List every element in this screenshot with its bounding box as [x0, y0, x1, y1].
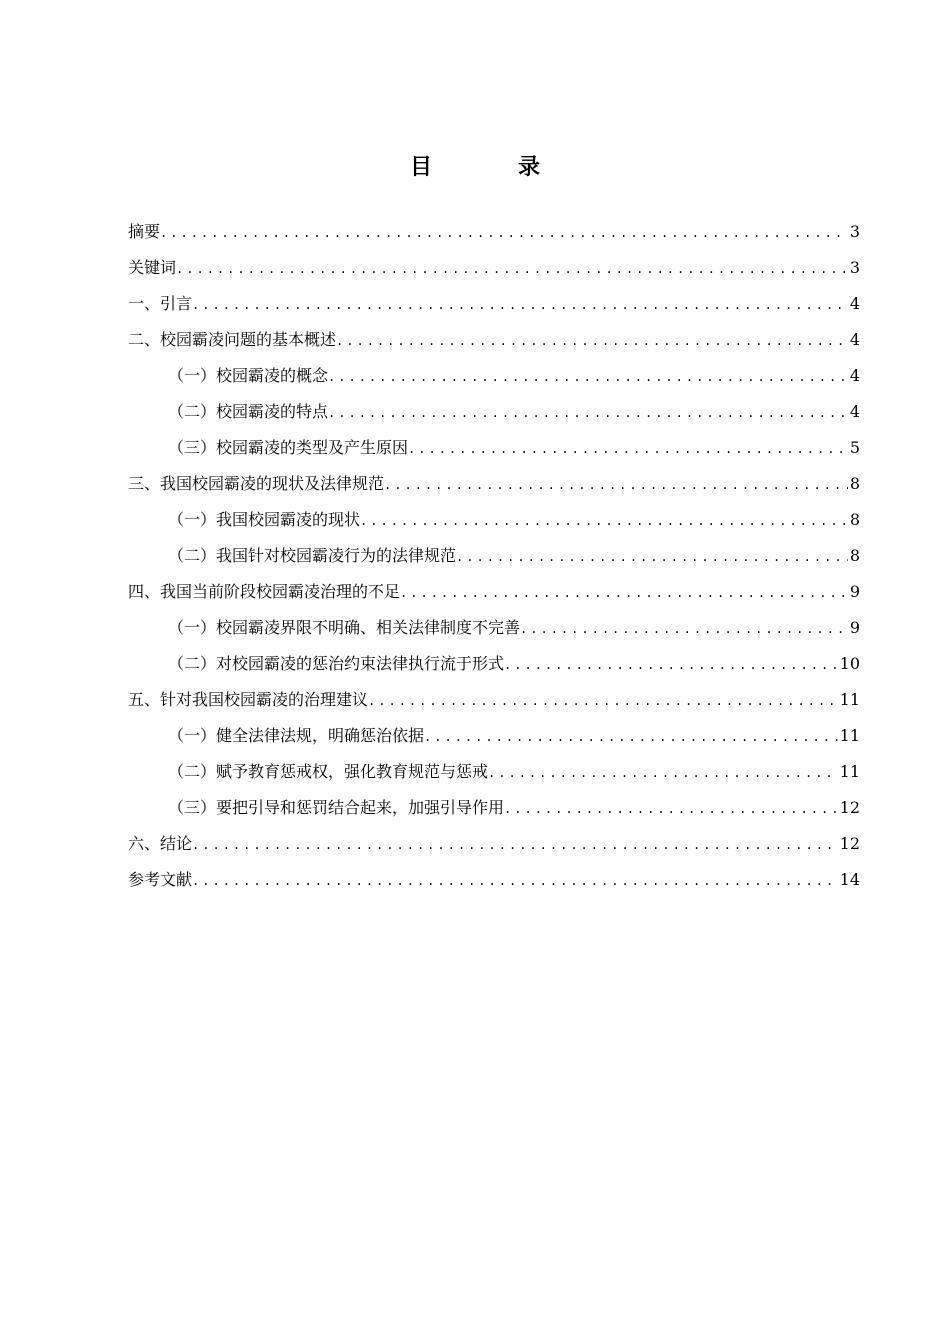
toc-entry-page-number: 11	[839, 690, 860, 709]
toc-entry-page-number: 14	[839, 870, 860, 889]
toc-entry-label: （三）要把引导和惩罚结合起来，加强引导作用	[168, 798, 505, 817]
toc-entry-label: 四、我国当前阶段校园霸凌治理的不足	[128, 582, 401, 601]
toc-dot-leader	[400, 581, 848, 605]
toc-entry[interactable]	[128, 544, 860, 580]
toc-entry-page-number: 4	[849, 366, 860, 385]
toc-dot-leader	[384, 473, 848, 497]
toc-entry-page-number: 3	[849, 258, 860, 277]
toc-entry[interactable]	[128, 472, 860, 508]
toc-entry-label: （一）我国校园霸凌的现状	[168, 510, 361, 529]
toc-entry[interactable]	[128, 652, 860, 688]
toc-entry-page-number: 3	[849, 222, 860, 241]
toc-entry-page-number: 4	[849, 330, 860, 349]
toc-entry-page-number: 4	[849, 294, 860, 313]
toc-entry-page-number: 8	[849, 510, 860, 529]
toc-dot-leader	[456, 545, 848, 569]
toc-entry[interactable]	[128, 400, 860, 436]
toc-dot-leader	[192, 293, 848, 317]
toc-entry-label: （二）对校园霸凌的惩治约束法律执行流于形式	[168, 654, 505, 673]
toc-dot-leader	[360, 509, 848, 533]
toc-entry-label: （三）校园霸凌的类型及产生原因	[168, 438, 409, 457]
toc-entry-label: 六、结论	[128, 834, 193, 853]
toc-dot-leader	[328, 401, 848, 425]
toc-list	[128, 220, 860, 904]
toc-dot-leader	[424, 725, 838, 749]
toc-entry[interactable]	[128, 508, 860, 544]
toc-entry-label: （一）校园霸凌的概念	[168, 366, 329, 385]
toc-entry[interactable]	[128, 436, 860, 472]
toc-entry-label: （一）校园霸凌界限不明确、相关法律制度不完善	[168, 618, 521, 637]
toc-entry[interactable]	[128, 868, 860, 904]
toc-entry[interactable]	[128, 328, 860, 364]
toc-title: 目 录	[409, 154, 572, 180]
toc-entry-page-number: 9	[849, 582, 860, 601]
toc-dot-leader	[504, 797, 838, 821]
toc-entry-label: 二、校园霸凌问题的基本概述	[128, 330, 337, 349]
toc-entry[interactable]	[128, 364, 860, 400]
toc-dot-leader	[192, 833, 838, 857]
toc-entry[interactable]	[128, 796, 860, 832]
toc-dot-leader	[336, 329, 848, 353]
toc-entry-label: 三、我国校园霸凌的现状及法律规范	[128, 474, 385, 493]
toc-entry[interactable]	[128, 256, 860, 292]
toc-entry-label: （二）校园霸凌的特点	[168, 402, 329, 421]
toc-entry-page-number: 8	[849, 474, 860, 493]
toc-entry-page-number: 11	[839, 726, 860, 745]
toc-entry-page-number: 9	[849, 618, 860, 637]
toc-entry-label: 参考文献	[128, 870, 193, 889]
toc-entry[interactable]	[128, 724, 860, 760]
toc-entry-page-number: 10	[839, 654, 860, 673]
toc-entry-label: （二）赋予教育惩戒权，强化教育规范与惩戒	[168, 762, 489, 781]
toc-entry-page-number: 4	[849, 402, 860, 421]
toc-entry[interactable]	[128, 760, 860, 796]
toc-entry-page-number: 5	[849, 438, 860, 457]
toc-entry-label: 一、引言	[128, 294, 193, 313]
toc-entry[interactable]	[128, 292, 860, 328]
toc-dot-leader	[160, 221, 848, 245]
toc-entry-label: 摘要	[128, 222, 161, 241]
toc-entry-label: 关键词	[128, 258, 177, 277]
toc-entry-label: （二）我国针对校园霸凌行为的法律规范	[168, 546, 457, 565]
toc-dot-leader	[192, 869, 838, 893]
toc-entry-page-number: 8	[849, 546, 860, 565]
toc-entry[interactable]	[128, 832, 860, 868]
toc-entry[interactable]	[128, 580, 860, 616]
toc-entry-label: （一）健全法律法规，明确惩治依据	[168, 726, 425, 745]
toc-entry-page-number: 11	[839, 762, 860, 781]
toc-dot-leader	[488, 761, 838, 785]
toc-dot-leader	[328, 365, 848, 389]
toc-entry[interactable]	[128, 616, 860, 652]
toc-entry-label: 五、针对我国校园霸凌的治理建议	[128, 690, 369, 709]
toc-entry[interactable]	[128, 220, 860, 256]
toc-entry-page-number: 12	[839, 798, 860, 817]
toc-entry-page-number: 12	[839, 834, 860, 853]
toc-dot-leader	[408, 437, 848, 461]
toc-dot-leader	[368, 689, 838, 713]
toc-entry[interactable]	[128, 688, 860, 724]
toc-dot-leader	[176, 257, 848, 281]
toc-dot-leader	[520, 617, 848, 641]
toc-dot-leader	[504, 653, 838, 677]
